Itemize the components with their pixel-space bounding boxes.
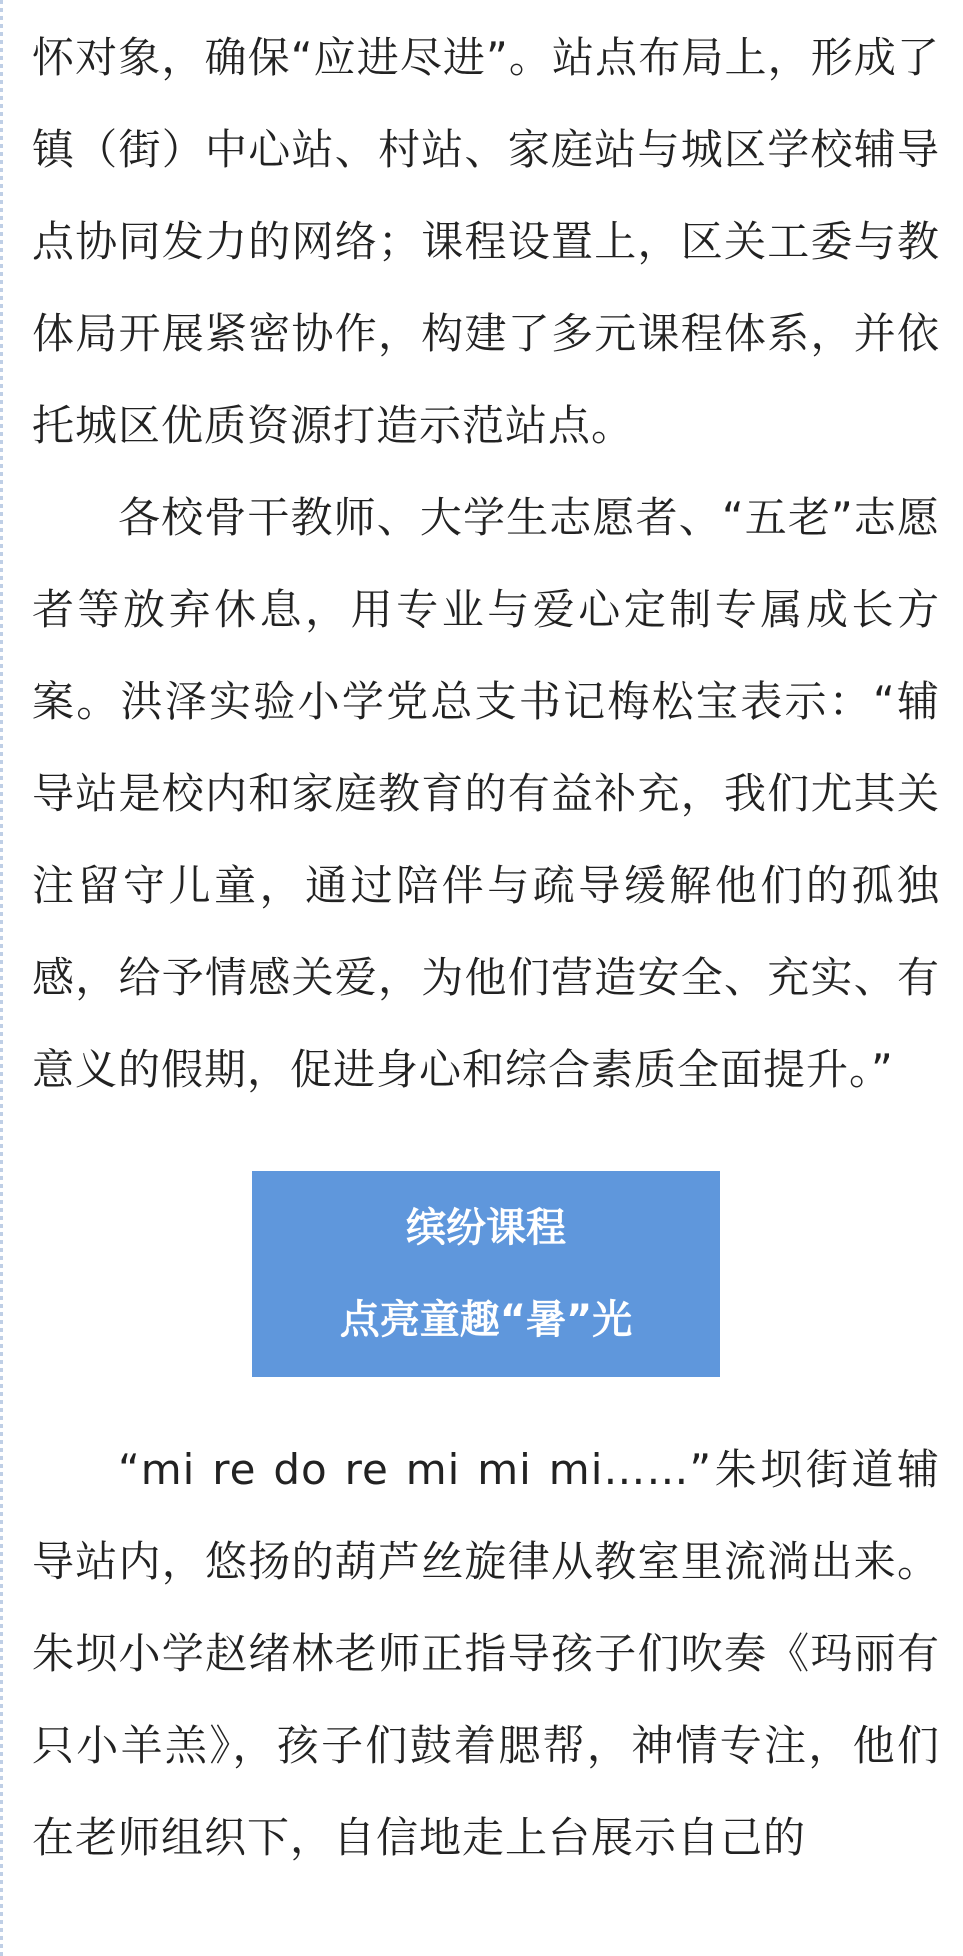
- paragraph-2: 各校骨干教师、大学生志愿者、“五老”志愿者等放弃休息，用专业与爱心定制专属成长方案。洪泽实验小学党总支书记梅松宝表示：“辅导站是校内和家庭教育的有益补充，我们尤其关注留守儿童，通过陪伴与疏导缓解他们的孤独感，给予情感关爱，为他们营造安全、充实、有意义的假期，促进身心和综合素质全面提升。”: [32, 493, 940, 1094]
- article-body: [32, 0, 940, 1884]
- banner-title-line2: 点亮童趣“暑”光: [339, 1297, 633, 1343]
- section-banner: [252, 1171, 720, 1377]
- left-border-decoration: [0, 0, 3, 1956]
- paragraph-3: “mi re do re mi mi mi……”朱坝街道辅导站内，悠扬的葫芦丝旋律从教室里流淌出来。朱坝小学赵绪林老师正指导孩子们吹奏《玛丽有只小羊羔》，孩子们鼓着腮帮，神情专注，他们在老师组织下，自信地走上台展示自己的: [32, 1445, 940, 1862]
- banner-title-line1: 缤纷课程: [406, 1205, 566, 1251]
- paragraph-1: 怀对象，确保“应进尽进”。站点布局上，形成了镇（街）中心站、村站、家庭站与城区学校辅导点协同发力的网络；课程设置上，区关工委与教体局开展紧密协作，构建了多元课程体系，并依托城区优质资源打造示范站点。: [32, 33, 940, 450]
